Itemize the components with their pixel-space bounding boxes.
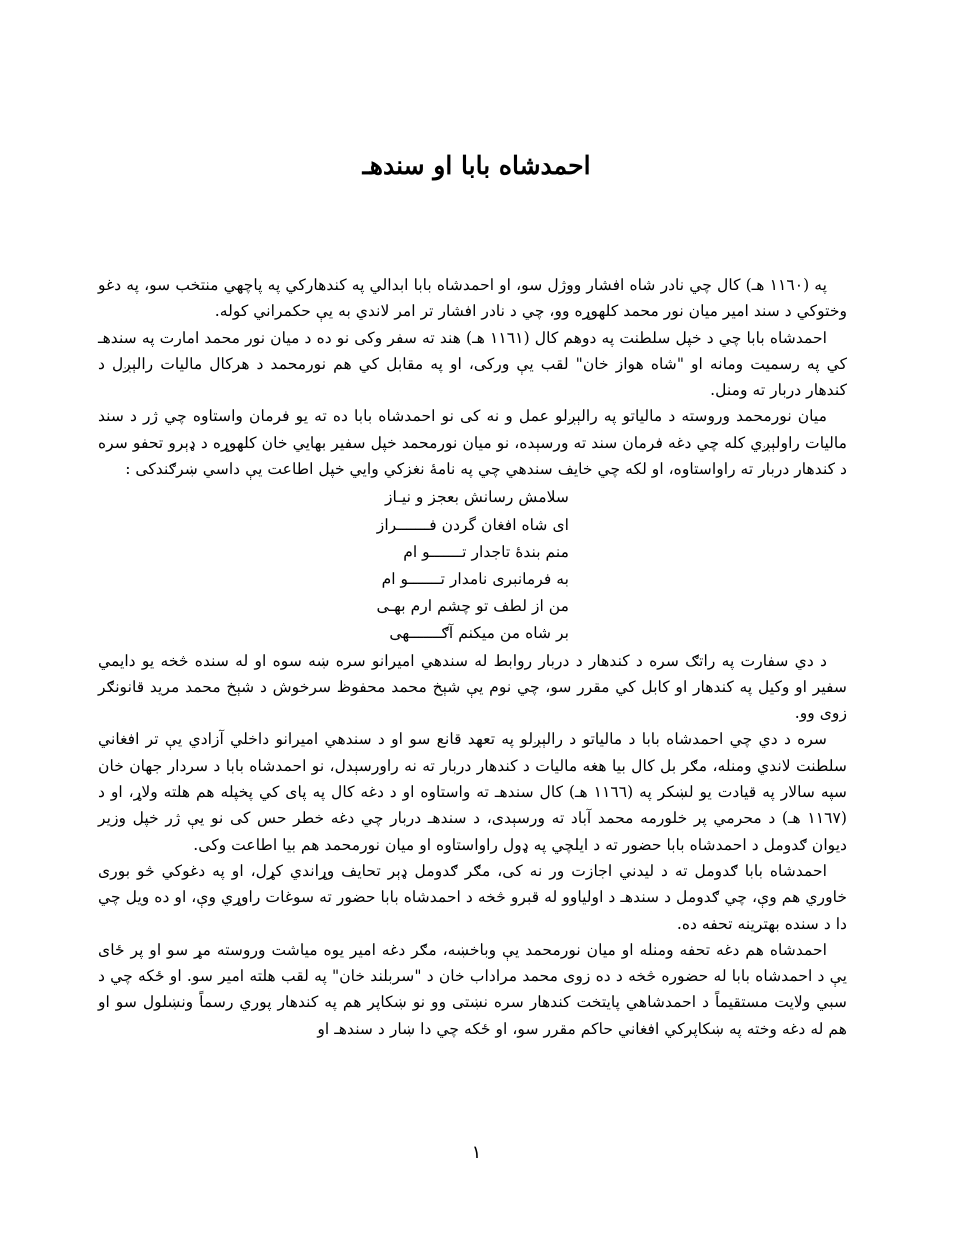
paragraph: سره د دي چي احمدشاه بابا د مالياتو د رالېږلو په تعهد قانع سو او د سندهي اميرانو داخلي آزادي يې تر افغاني سلطنت لاندي ومنله، مګر بل کال بيا هغه ماليات د کندهار دربار ته نه راورسېدل، نو احمدشاه بابا د سردار جهان خان سپه سالار په قيادت يو لښکر په (۱۱٦٦ هـ) کال سندهـ ته واستاوه او د دغه کال په پای کي پخپله هم هلته ولاړ، او د (۱۱٦۷ هـ) د محرمي پر خلورمه محمد آباد ته ورسېدی، د سندهـ دربار چي دغه خطر حس کی نو يې ژر خپل وزير ديوان ګدومل د احمدشاه بابا حضور ته د ايلچي په ډول راواستاوه او ميان نورمحمد هم بيا اطاعت وکی. <box>98 730 847 854</box>
page-title: احمدشاه بابا او سندهـ <box>362 151 591 180</box>
paragraph: احمدشاه بابا ګدومل ته د ليدني اجازت ور نه کی، مګر ګدومل ډېر تحايف وړاندي کړل، او په دغوکي څو بوری خاوري هم وې، چي ګدومل د سندهـ د اولياوو له قبرو څخه د احمدشاه بابا حضور ته سوغات راوړي وې، او ده ويل چي دا د سنده بهترينه تحفه ده. <box>98 861 847 933</box>
poem-line: ای شاه افغان گردن فـــــــراز <box>376 515 569 534</box>
paragraph: د دي سفارت په راتګ سره د کندهار د دربار روابط له سندهي اميرانو سره ښه سوه او له سنده څخه يو دايمي سفير او وکيل په کندهار او کابل کي مقرر سو، چي نوم يې شېخ محمد محفوظ سرخوش د شېخ محمد مريد قانونګر زوی وو. <box>98 651 847 723</box>
paragraph: ميان نورمحمد وروسته د مالياتو په رالېږلو عمل و نه کی نو احمدشاه بابا ده ته يو فرمان واستاوه چي ژر د سند ماليات راولېږي کله چي دغه فرمان سند ته ورسېده، نو ميان نورمحمد خپل سفير بهايي خان کلهوړه د ډېرو تحفو سره د کندهار دربار ته راواستاوه، او لکه چي خايف سندهي چي په نامهٔ نغزکي وايي خپل اطاعت يې داسي ښرګندکی : <box>98 407 847 479</box>
poem-line: منم بندهٔ تاجدار تـــــــو ام <box>403 542 569 561</box>
page-number: ۱ <box>471 1142 482 1163</box>
poem-line: به فرمانبری نامدار تـــــــو ام <box>381 569 569 588</box>
article-body <box>98 272 847 1042</box>
paragraph: په (۱۱٦۰ هـ) کال چي نادر شاه افشار ووژل سو، او احمدشاه بابا ابدالي په کندهارکي په پاچهي منتخب سو، په دغو وختوکي د سند امير ميان نور محمد کلهوړه وو، چي د نادر افشار تر امر لاندي به يې حکمراني کوله. <box>98 276 847 321</box>
poem-line: بر شاه من ميکنم آګـــــــهی <box>389 624 569 643</box>
paragraph: احمدشاه بابا چي د خپل سلطنت په دوهم کال (۱۱٦۱ هـ) هند ته سفر وکی نو ده د ميان نور محمد امارت په سندهـ کي په رسميت ومانه او "شاه هواز خان" لقب يې ورکی، او په مقابل کي هم نورمحمد د هرکال ماليات رالېږل د کندهار دربار ته ومنل. <box>98 328 847 400</box>
poem-line: سلامش رسانش بعجز و نيـاز <box>385 488 569 507</box>
poem-line: من از لطف تو چشم ارم بهـی <box>376 597 569 616</box>
poem <box>349 484 569 647</box>
paragraph: احمدشاه هم دغه تحفه ومنله او ميان نورمحمد يې وباخښه، مګر دغه امير يوه مياشت وروسته مړ سو او پر ځای يې د احمدشاه بابا له حضوره څخه د ده زوی محمد مراداب خان د "سربلند خان" په لقب هلته امير سو. او ځکه چي د سبي ولايت مستقيماً د احمدشاهي پايتخت کندهار سره نښتی وو نو ښکاپر هم په کندهار پوري رسماً ونښلول سو او هم له دغه وخته په ښکاپرکي افغاني حاکم مقرر سو، او ځکه چي دا ښار د سندهـ او <box>98 940 847 1038</box>
